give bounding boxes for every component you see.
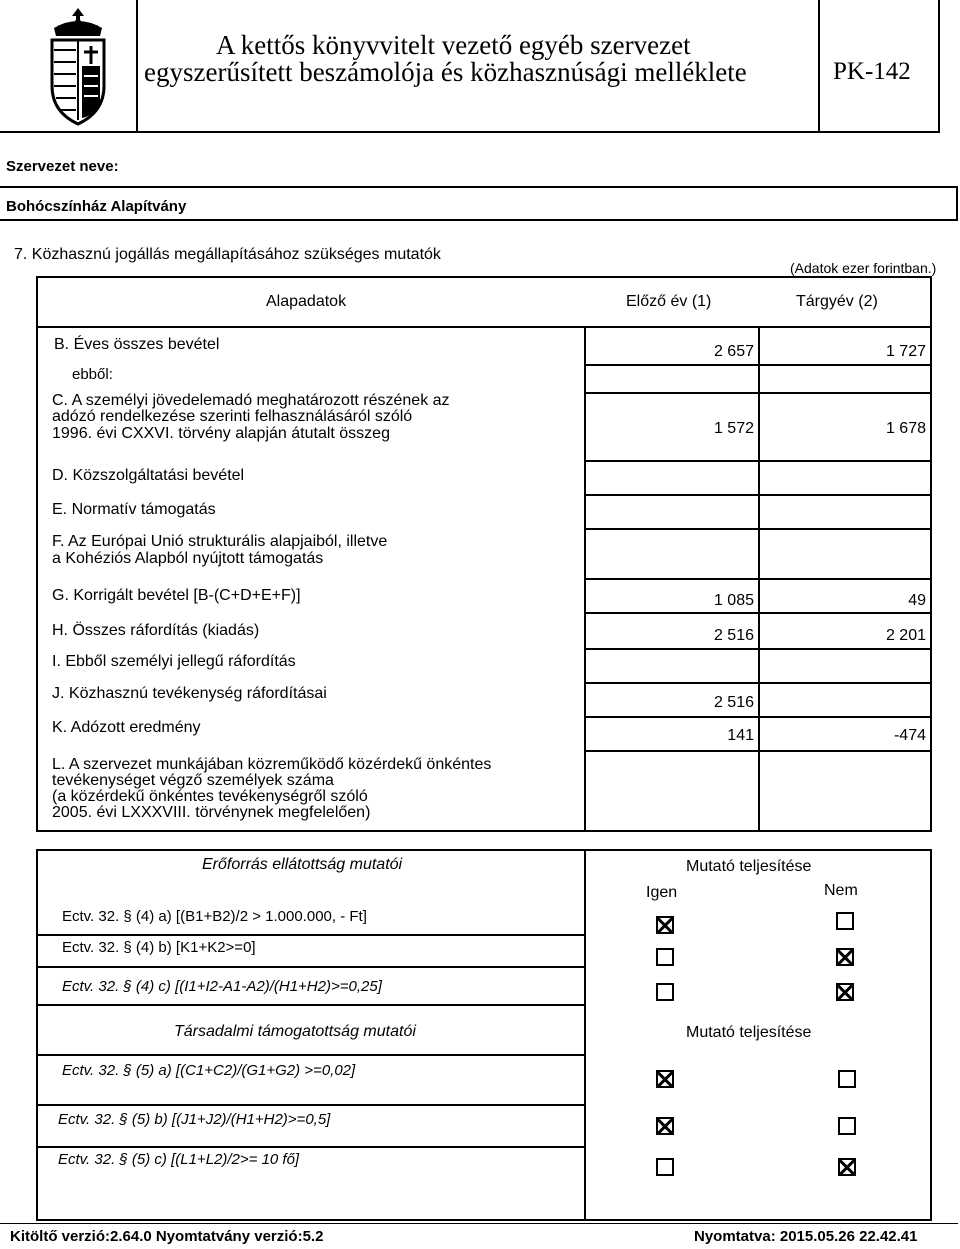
resource-section-left bbox=[36, 849, 38, 1221]
row-rule bbox=[584, 460, 932, 462]
table-bottom bbox=[36, 830, 932, 832]
table-left bbox=[36, 276, 38, 832]
row-ebbol-label: ebből: bbox=[72, 366, 113, 383]
row-d-label: D. Közszolgáltatási bevétel bbox=[52, 467, 245, 484]
row-c-label-line2: adózó rendelkezése szerinti felhasználásáról szóló bbox=[52, 408, 413, 425]
org-name-label: Szervezet neve: bbox=[6, 158, 119, 175]
row-rule bbox=[36, 934, 584, 936]
row-c-label-line1: C. A személyi jövedelemadó meghatározott részének az bbox=[52, 392, 450, 409]
no-column-label: Nem bbox=[824, 882, 858, 899]
row-rule bbox=[36, 966, 584, 968]
row-h-prev[interactable]: 2 516 bbox=[713, 627, 754, 644]
footer-print-date: Nyomtatva: 2015.05.26 22.42.41 bbox=[694, 1228, 918, 1245]
row-b-curr[interactable]: 1 727 bbox=[885, 343, 926, 360]
row-c-label-line3: 1996. évi CXXVI. törvény alapján átutalt összeg bbox=[52, 425, 390, 442]
section-title: 7. Közhasznú jogállás megállapításához szükséges mutatók bbox=[14, 246, 441, 263]
footer-version: Kitöltő verzió:2.64.0 Nyomtatvány verzió:5.2 bbox=[10, 1228, 324, 1245]
row-rule bbox=[584, 612, 932, 614]
coat-of-arms-icon bbox=[40, 6, 116, 128]
row-g-prev[interactable]: 1 085 bbox=[713, 592, 754, 609]
row-rule bbox=[36, 1054, 584, 1056]
row-f-label-line1: F. Az Európai Unió strukturális alapjaiból, illetve bbox=[52, 533, 388, 550]
social-item-no-checkbox[interactable] bbox=[838, 1158, 856, 1176]
row-l-label-line2: tevékenységet végző személyek száma bbox=[52, 772, 334, 789]
resource-item-yes-checkbox[interactable] bbox=[656, 948, 674, 966]
row-g-curr[interactable]: 49 bbox=[908, 592, 926, 609]
social-perf-title: Mutató teljesítése bbox=[686, 1024, 812, 1041]
row-c-curr[interactable]: 1 678 bbox=[885, 420, 926, 437]
row-rule bbox=[584, 494, 932, 496]
row-rule bbox=[584, 528, 932, 530]
row-h-label: H. Összes ráfordítás (kiadás) bbox=[52, 622, 260, 639]
col-header-base: Alapadatok bbox=[266, 293, 347, 310]
row-g-label: G. Korrigált bevétel [B-(C+D+E+F)] bbox=[52, 587, 301, 604]
row-l-label-line3: (a közérdekű önkéntes tevékenységről szóló bbox=[52, 788, 368, 805]
row-rule bbox=[584, 682, 932, 684]
form-code: PK-142 bbox=[833, 58, 911, 85]
form-title-line2: egyszerűsített beszámolója és közhasznúsági melléklete bbox=[144, 57, 747, 87]
row-k-curr[interactable]: -474 bbox=[893, 727, 926, 744]
row-j-label: J. Közhasznú tevékenység ráfordításai bbox=[52, 685, 327, 702]
row-rule bbox=[584, 364, 932, 366]
row-rule bbox=[36, 1146, 584, 1148]
resource-item-yes-checkbox[interactable] bbox=[656, 983, 674, 1001]
social-item-label: Ectv. 32. § (5) c) [(L1+L2)/2>= 10 fő] bbox=[58, 1151, 300, 1168]
row-f-label-line2: a Kohéziós Alapból nyújtott támogatás bbox=[52, 550, 324, 567]
row-rule bbox=[584, 578, 932, 580]
row-rule bbox=[584, 750, 932, 752]
social-item-label: Ectv. 32. § (5) b) [(J1+J2)/(H1+H2)>=0,5] bbox=[58, 1111, 331, 1128]
resource-item-label: Ectv. 32. § (4) b) [K1+K2>=0] bbox=[62, 939, 256, 956]
row-b-prev[interactable]: 2 657 bbox=[713, 343, 754, 360]
form-title-line1: A kettős könyvvitelt vezető egyéb szervezet bbox=[216, 30, 691, 60]
row-rule bbox=[584, 392, 932, 394]
header-divider bbox=[136, 0, 138, 132]
header-right-border bbox=[938, 0, 940, 132]
row-j-prev[interactable]: 2 516 bbox=[713, 694, 754, 711]
resource-col-divider bbox=[584, 849, 586, 1221]
resource-item-label: Ectv. 32. § (4) a) [(B1+B2)/2 > 1.000.000, - Ft] bbox=[62, 908, 367, 925]
row-rule bbox=[584, 648, 932, 650]
row-rule bbox=[36, 1104, 584, 1106]
row-rule bbox=[584, 716, 932, 718]
org-box-top bbox=[0, 186, 958, 188]
resource-item-yes-checkbox[interactable] bbox=[656, 916, 674, 934]
resource-item-no-checkbox[interactable] bbox=[836, 983, 854, 1001]
table-top bbox=[36, 276, 932, 278]
social-item-no-checkbox[interactable] bbox=[838, 1070, 856, 1088]
resource-section-right bbox=[930, 849, 932, 1221]
footer-rule bbox=[0, 1223, 958, 1224]
col-header-prev: Előző év (1) bbox=[626, 293, 712, 310]
header-divider bbox=[818, 0, 820, 132]
resource-item-label: Ectv. 32. § (4) c) [(I1+I2-A1-A2)/(H1+H2)>=0,25] bbox=[62, 978, 382, 995]
units-note: (Adatok ezer forintban.) bbox=[790, 260, 937, 276]
row-rule bbox=[36, 326, 932, 328]
social-item-yes-checkbox[interactable] bbox=[656, 1117, 674, 1135]
row-l-label-line4: 2005. évi LXXXVIII. törvénynek megfelelően) bbox=[52, 804, 371, 821]
resource-section-top bbox=[36, 849, 932, 851]
resource-item-no-checkbox[interactable] bbox=[836, 912, 854, 930]
table-right bbox=[930, 276, 932, 832]
org-box-right bbox=[956, 186, 958, 221]
resource-perf-title: Mutató teljesítése bbox=[686, 858, 812, 875]
social-item-no-checkbox[interactable] bbox=[838, 1117, 856, 1135]
org-name-value[interactable]: Bohócszínház Alapítvány bbox=[6, 198, 187, 215]
row-c-prev[interactable]: 1 572 bbox=[713, 420, 754, 437]
row-k-label: K. Adózott eredmény bbox=[52, 719, 201, 736]
social-item-yes-checkbox[interactable] bbox=[656, 1158, 674, 1176]
social-item-label: Ectv. 32. § (5) a) [(C1+C2)/(G1+G2) >=0,02] bbox=[62, 1062, 356, 1079]
row-e-label: E. Normatív támogatás bbox=[52, 501, 216, 518]
yes-column-label: Igen bbox=[646, 884, 678, 901]
row-i-label: I. Ebből személyi jellegű ráfordítás bbox=[52, 653, 296, 670]
row-rule bbox=[36, 1004, 584, 1006]
row-k-prev[interactable]: 141 bbox=[727, 727, 754, 744]
social-item-yes-checkbox[interactable] bbox=[656, 1070, 674, 1088]
resource-title: Erőforrás ellátottság mutatói bbox=[202, 856, 403, 873]
org-box-bottom bbox=[0, 219, 958, 221]
row-b-label: B. Éves összes bevétel bbox=[54, 336, 220, 353]
col-header-curr: Tárgyév (2) bbox=[796, 293, 878, 310]
social-title: Társadalmi támogatottság mutatói bbox=[174, 1023, 416, 1040]
resource-item-no-checkbox[interactable] bbox=[836, 948, 854, 966]
resource-section-bottom bbox=[36, 1219, 932, 1221]
row-h-curr[interactable]: 2 201 bbox=[885, 627, 926, 644]
header-bottom-rule bbox=[0, 131, 940, 133]
row-l-label-line1: L. A szervezet munkájában közreműködő közérdekű önkéntes bbox=[52, 756, 492, 773]
